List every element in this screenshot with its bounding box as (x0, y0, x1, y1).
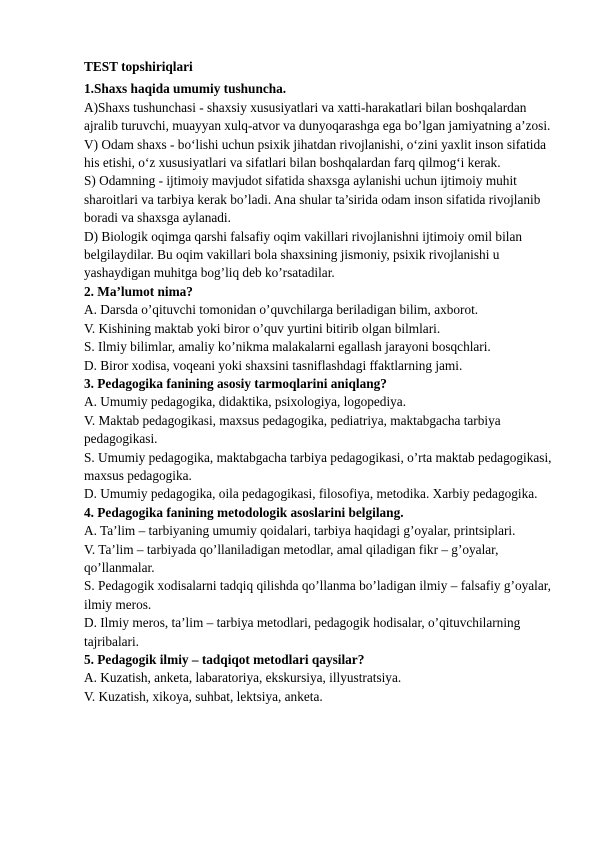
answer-option: D) Biologik oqimga qarshi falsafiy oqim vakillari rivojlanishni ijtimoiy omil bilan belgilaydilar. Bu oqim vakillari bola shaxsining jismoniy, psixik rivojlanishi u yashaydigan muhitga bog’liq deb ko’rsatadilar. (84, 228, 523, 281)
document-page (84, 58, 554, 706)
answer-option: A)Shaxs tushunchasi - shaxsiy xususiyatlari va xatti-harakatlari bilan boshqalardan ajralib turuvchi, muayyan xulq-atvor va dunyoqarashga ega bo’lgan jamiyatning a’zosi. (84, 99, 551, 134)
answer-option: V. Maktab pedagogikasi, maxsus pedagogika, pediatriya, maktabgacha tarbiya pedagogikasi. (84, 412, 501, 447)
answer-option: S. Umumiy pedagogika, maktabgacha tarbiya pedagogikasi, o’rta maktab pedagogikasi, maxsus pedagogika. (84, 449, 552, 483)
answer-option: V. Kishining maktab yoki biror o’quv yurtini bitirib olgan bilmlari. (84, 320, 441, 336)
question-title: 5. Pedagogik ilmiy – tadqiqot metodlari qaysilar? (84, 652, 365, 667)
question-title: 2. Ma’lumot nima? (84, 283, 193, 299)
question-title: 1.Shaxs haqida umumiy tushuncha. (84, 81, 287, 97)
document-title: TEST topshiriqlari (84, 59, 193, 74)
question-3 (84, 375, 554, 504)
answer-option: D. Umumiy pedagogika, oila pedagogikasi, filosofiya, metodika. Xarbiy pedagogika. (84, 486, 538, 502)
answer-option: V) Odam shaxs - bo‘lishi uchun psixik jihatdan rivojlanishi, o‘zini yaxlit inson sifatida his etishi, o‘z xususiyatlari va sifatlari bilan boshqalardan farq qilmog‘i kerak. (84, 136, 547, 171)
answer-option: A. Darsda o’qituvchi tomonidan o’quvchilarga beriladigan bilim, axborot. (84, 302, 479, 318)
answer-option: D. Ilmiy meros, ta’lim – tarbiya metodlari, pedagogik hodisalar, o’qituvchilarning tajribalari. (84, 615, 521, 649)
question-2 (84, 283, 554, 375)
answer-option: S. Pedagogik xodisalarni tadqiq qilishda qo’llanma bo’ladigan ilmiy – falsafiy g’oyalar, ilmiy meros. (84, 578, 551, 612)
answer-option: S. Ilmiy bilimlar, amaliy ko’nikma malakalarni egallash jarayoni bosqchlari. (84, 339, 491, 355)
question-title: 3. Pedagogika fanining asosiy tarmoqlarini aniqlang? (84, 375, 387, 391)
question-4 (84, 504, 554, 651)
answer-option: A. Kuzatish, anketa, labaratoriya, ekskursiya, illyustratsiya. (84, 670, 402, 686)
answer-option: D. Biror xodisa, voqeani yoki shaxsini tasniflashdagi ffaktlarning jami. (84, 357, 463, 373)
answer-option: S) Odamning - ijtimoiy mavjudot sifatida shaxsga aylanishi uchun ijtimoiy muhit sharoitlari va tarbiya kerak bo’ladi. Ana shular ta’sirida odam inson sifatida rivojlanib boradi va shaxsga aylanadi. (84, 173, 541, 226)
question-1 (84, 80, 554, 282)
question-5 (84, 651, 554, 706)
answer-option: V. Kuzatish, xikoya, suhbat, lektsiya, anketa. (84, 688, 323, 704)
answer-option: A. Umumiy pedagogika, didaktika, psixologiya, logopediya. (84, 394, 407, 410)
answer-option: A. Ta’lim – tarbiyaning umumiy qoidalari, tarbiya haqidagi g’oyalar, printsiplari. (84, 523, 516, 539)
question-title: 4. Pedagogika fanining metodologik asoslarini belgilang. (84, 504, 404, 520)
answer-option: V. Ta’lim – tarbiyada qo’llaniladigan metodlar, amal qiladigan fikr – g’oyalar, qo’llanmalar. (84, 541, 499, 575)
